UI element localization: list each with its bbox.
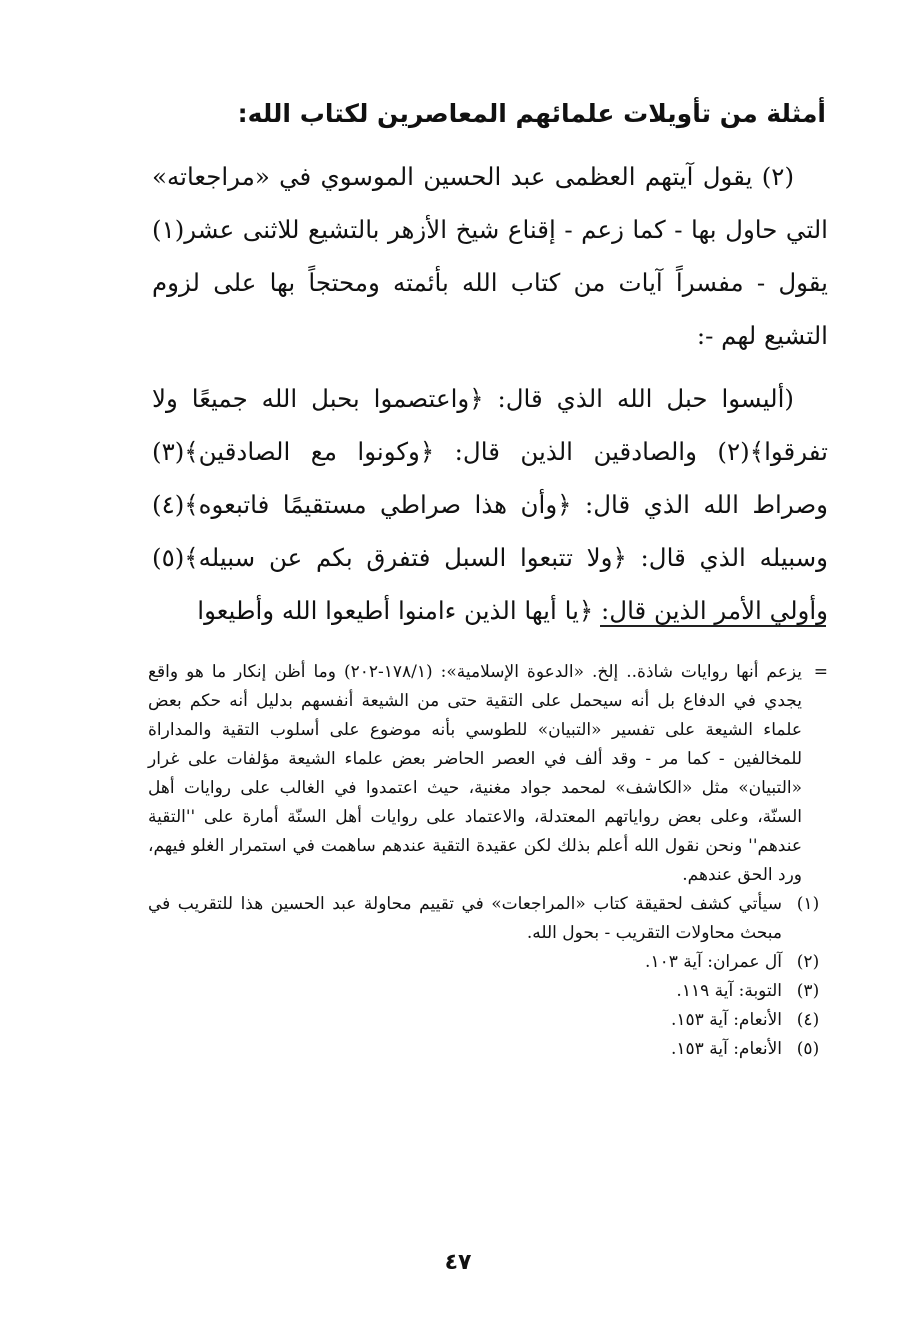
footnote-text: الأنعام: آية ١٥٣. bbox=[671, 1010, 782, 1030]
footnote-number: (٣) bbox=[796, 981, 820, 1001]
section-heading: أمثلة من تأويلات علمائهم المعاصرين لكتاب الله: bbox=[237, 99, 826, 128]
footnote-4 bbox=[148, 1006, 826, 1035]
footnote-text: التوبة: آية ١١٩. bbox=[676, 981, 782, 1001]
continued-footnote-text: يزعم أنها روايات شاذة.. إلخ. «الدعوة الإسلامية»: (١٧٨/١-٢٠٢) وما أظن إنكار ما هو واقع يجدي في الدفاع بل أنه سيحمل على التقية حتى من الشيعة أنفسهم بدليل أنه حكم بعض علماء الشيعة على تفسير «التبيان» للطوسي بأنه موضوع على أسلوب التقية والمداراة للمخالفين - كما مر - وقد ألف في العصر الحاضر بعض علماء الشيعة مؤلفات على غرار «التبيان» مثل «الكاشف» لمحمد جواد مغنية، حيث اعتمدوا في الغالب على روايات أهل السنّة، وعلى بعض رواياتهم المعتدلة، والاعتماد على روايات أهل السنّة أمارة على ''التقية عندهم'' ونحن نقول الله أعلم بذلك لكن عقيدة التقية عندهم ساهمت في استمرار الغلو فيهم، ورد الحق عندهم. bbox=[148, 662, 802, 885]
footnote-number: (١) bbox=[796, 894, 820, 914]
footnote-3 bbox=[148, 977, 826, 1006]
footnotes-area bbox=[148, 658, 826, 1064]
footnote-text: سيأتي كشف لحقيقة كتاب «المراجعات» في تقييم محاولة عبد الحسين هذا للتقريب في مبحث محاولات التقريب - بحول الله. bbox=[148, 894, 782, 943]
footnote-separator bbox=[600, 625, 826, 627]
paragraph-intro: (٢) يقول آيتهم العظمى عبد الحسين الموسوي في «مراجعاته» التي حاول بها - كما زعم - إقناع شيخ الأزهر بالتشيع للاثنى عشر(١) يقول - مفسراً آيات من كتاب الله بأئمته ومحتجاً بها على لزوم التشيع لهم -: bbox=[152, 162, 828, 350]
footnote-2 bbox=[148, 948, 826, 977]
main-text bbox=[152, 150, 828, 637]
footnote-number: (٢) bbox=[796, 952, 820, 972]
footnote-number: (٥) bbox=[796, 1039, 820, 1059]
page-number: ٤٧ bbox=[444, 1250, 472, 1275]
footnote-5 bbox=[148, 1035, 826, 1064]
footnote-number: (٤) bbox=[796, 1010, 820, 1030]
paragraph-quote: (أليسوا حبل الله الذي قال: ﴿واعتصموا بحبل الله جميعًا ولا تفرقوا﴾(٢) والصادقين الذين قال: ﴿وكونوا مع الصادقين﴾(٣) وصراط الله الذي قال: ﴿وأن هذا صراطي مستقيمًا فاتبعوه﴾(٤) وسبيله الذي قال: ﴿ولا تتبعوا السبل فتفرق بكم عن سبيله﴾(٥) وأولي الأمر الذين قال: ﴿يا أيها الذين ءامنوا أطيعوا الله وأطيعوا bbox=[152, 384, 828, 625]
continuation-mark: = bbox=[813, 662, 828, 682]
footnote-text: الأنعام: آية ١٥٣. bbox=[671, 1039, 782, 1059]
footnote-text: آل عمران: آية ١٠٣. bbox=[645, 952, 782, 972]
continued-footnote bbox=[148, 658, 826, 890]
footnote-1 bbox=[148, 890, 826, 948]
